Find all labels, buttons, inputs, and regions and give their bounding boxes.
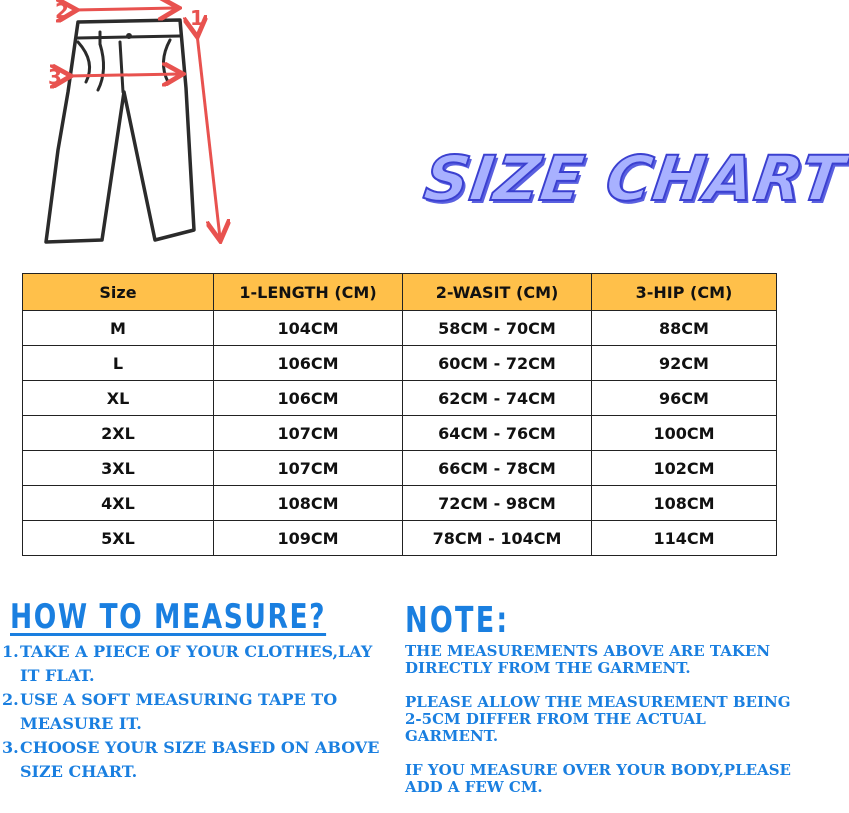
waist-label: 2 xyxy=(55,0,69,23)
cell-waist: 66CM - 78CM xyxy=(403,451,592,486)
cell-length: 107CM xyxy=(214,416,403,451)
cell-waist: 78CM - 104CM xyxy=(403,521,592,556)
step-number: 2. xyxy=(2,690,19,709)
note-paragraph: PLEASE ALLOW THE MEASUREMENT BEING 2-5CM DIFFER FROM THE ACTUAL GARMENT. xyxy=(405,693,791,745)
how-to-measure-title: HOW TO MEASURE? xyxy=(10,597,327,637)
cell-hip: 100CM xyxy=(592,416,777,451)
cell-length: 108CM xyxy=(214,486,403,521)
hip-measure-line xyxy=(68,74,180,76)
table-row xyxy=(23,311,777,346)
cell-size: 5XL xyxy=(23,521,214,556)
header-length: 1-LENGTH (CM) xyxy=(214,274,403,311)
length-measure-line xyxy=(197,34,220,238)
cell-length: 106CM xyxy=(214,346,403,381)
how-to-measure-steps xyxy=(2,640,382,784)
cell-hip: 92CM xyxy=(592,346,777,381)
list-item xyxy=(2,688,382,736)
cell-hip: 96CM xyxy=(592,381,777,416)
cell-waist: 62CM - 74CM xyxy=(403,381,592,416)
list-item xyxy=(2,640,382,688)
note-paragraph: IF YOU MEASURE OVER YOUR BODY,PLEASE ADD A FEW CM. xyxy=(405,761,791,796)
cell-hip: 88CM xyxy=(592,311,777,346)
cell-length: 107CM xyxy=(214,451,403,486)
cell-hip: 102CM xyxy=(592,451,777,486)
step-text: CHOOSE YOUR SIZE BASED ON ABOVE SIZE CHART. xyxy=(20,738,380,781)
cell-size: 2XL xyxy=(23,416,214,451)
note-paragraph: THE MEASUREMENTS ABOVE ARE TAKEN DIRECTLY FROM THE GARMENT. xyxy=(405,642,771,677)
table-header-row xyxy=(23,274,777,311)
cell-waist: 60CM - 72CM xyxy=(403,346,592,381)
cell-waist: 64CM - 76CM xyxy=(403,416,592,451)
cell-size: XL xyxy=(23,381,214,416)
cell-size: M xyxy=(23,311,214,346)
note-title: NOTE: xyxy=(405,600,510,641)
cell-size: 4XL xyxy=(23,486,214,521)
size-table xyxy=(22,273,777,556)
table-row xyxy=(23,451,777,486)
pants-diagram xyxy=(0,0,240,255)
header-waist: 2-WASIT (CM) xyxy=(403,274,592,311)
table-row xyxy=(23,416,777,451)
note-body xyxy=(405,643,797,813)
cell-hip: 108CM xyxy=(592,486,777,521)
cell-hip: 114CM xyxy=(592,521,777,556)
cell-waist: 58CM - 70CM xyxy=(403,311,592,346)
table-row xyxy=(23,486,777,521)
cell-length: 106CM xyxy=(214,381,403,416)
table-row xyxy=(23,346,777,381)
header-size: Size xyxy=(23,274,214,311)
step-number: 3. xyxy=(2,738,19,757)
length-label: 1 xyxy=(190,6,204,30)
step-number: 1. xyxy=(2,642,19,661)
hip-label: 3 xyxy=(48,65,62,89)
cell-size: L xyxy=(23,346,214,381)
cell-waist: 72CM - 98CM xyxy=(403,486,592,521)
step-text: TAKE A PIECE OF YOUR CLOTHES,LAY IT FLAT. xyxy=(20,642,373,685)
header-hip: 3-HIP (CM) xyxy=(592,274,777,311)
step-text: USE A SOFT MEASURING TAPE TO MEASURE IT. xyxy=(20,690,338,733)
cell-length: 109CM xyxy=(214,521,403,556)
list-item xyxy=(2,736,382,784)
cell-length: 104CM xyxy=(214,311,403,346)
cell-size: 3XL xyxy=(23,451,214,486)
table-row xyxy=(23,381,777,416)
size-chart-title: SIZE CHART xyxy=(419,142,849,215)
waist-measure-line xyxy=(74,8,176,10)
table-row xyxy=(23,521,777,556)
